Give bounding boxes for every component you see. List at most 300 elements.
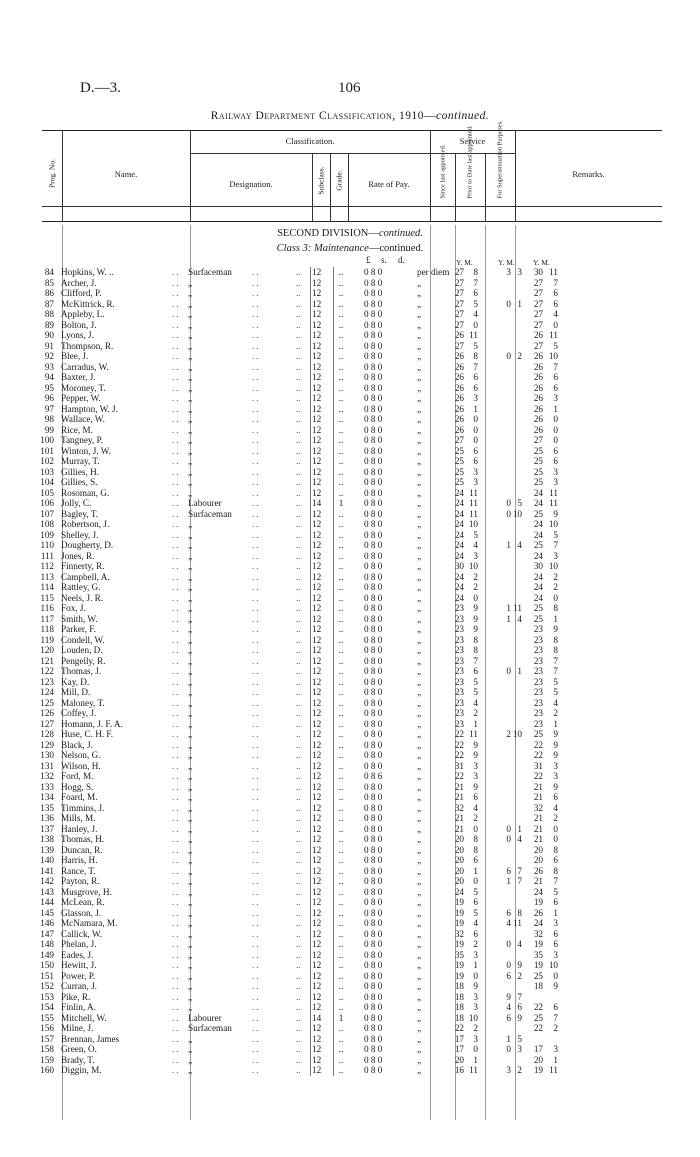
- row-number: 157: [40, 1033, 54, 1044]
- row-grade: ..: [333, 834, 348, 845]
- row-subclass: 12: [310, 813, 332, 824]
- col-divider: [455, 153, 456, 221]
- row-number: 102: [40, 456, 54, 466]
- row-rate: 0 8 0: [364, 760, 383, 771]
- row-rate: 0 8 0: [364, 876, 383, 886]
- row-leader: ..: [252, 277, 261, 288]
- row-leader: ..: [252, 288, 261, 298]
- row-since-years: 26: [454, 361, 464, 372]
- row-name: Moroney, T.: [61, 382, 106, 393]
- row-rate: 0 8 0: [364, 781, 383, 792]
- row-subclass: 12: [310, 561, 332, 572]
- row-since-years: 25: [454, 466, 464, 477]
- row-leader: ..: [252, 676, 261, 687]
- row-prior-years: 6: [506, 1012, 511, 1023]
- row-since-years: 26: [454, 393, 464, 403]
- row-number: 133: [40, 781, 54, 792]
- row-name: Condell, W.: [61, 634, 105, 645]
- row-super-months: 3: [553, 771, 558, 781]
- row-leader: ..: [172, 624, 181, 634]
- row-leader: ..: [172, 277, 181, 288]
- row-leader: ..: [172, 592, 181, 603]
- row-number: 141: [40, 865, 54, 876]
- row-since-years: 25: [454, 477, 464, 487]
- row-since-years: 25: [454, 445, 464, 456]
- row-leader: ..: [172, 792, 181, 802]
- row-since-months: 6: [473, 456, 478, 466]
- row-name: Payton, R.: [61, 876, 100, 886]
- row-leader: ..: [296, 792, 301, 802]
- row-prior-years: 3: [506, 1065, 511, 1075]
- row-grade: ..: [333, 887, 348, 898]
- row-leader: ..: [296, 519, 301, 529]
- row-since-years: 23: [454, 718, 464, 729]
- row-grade: 1: [333, 498, 348, 509]
- row-since-months: 6: [473, 382, 478, 393]
- row-name: Winton, J. W.: [61, 445, 111, 456]
- row-grade: ..: [333, 446, 348, 457]
- header-remarks: Remarks.: [572, 169, 605, 179]
- row-super-months: 1: [553, 907, 558, 918]
- row-super-years: 26: [533, 393, 543, 403]
- table-row: [0, 288, 700, 299]
- row-designation: „: [188, 340, 193, 351]
- row-designation: „: [188, 645, 193, 655]
- row-rate: 0 8 0: [364, 645, 383, 655]
- table-row: [0, 845, 700, 856]
- row-prior-years: 0: [506, 351, 511, 361]
- row-designation: „: [188, 676, 193, 687]
- row-super-months: 3: [553, 949, 558, 960]
- row-subclass: 12: [310, 834, 332, 845]
- table-row: [0, 677, 700, 688]
- table-row: [0, 309, 700, 320]
- row-super-years: 23: [533, 634, 543, 645]
- row-rate-suffix: „: [417, 655, 422, 666]
- row-super-months: 1: [553, 1054, 558, 1065]
- row-rate: 0 8 0: [364, 351, 383, 361]
- row-rate-suffix: „: [417, 645, 422, 655]
- row-leader: ..: [252, 1065, 261, 1075]
- row-since-years: 16: [454, 1065, 464, 1075]
- row-rate-suffix: „: [417, 571, 422, 582]
- row-super-months: 2: [553, 582, 558, 592]
- row-super-months: 11: [549, 1065, 558, 1075]
- row-super-months: 9: [553, 624, 558, 634]
- row-since-years: 23: [454, 697, 464, 708]
- table-row: [0, 498, 700, 509]
- row-designation: „: [188, 781, 193, 792]
- row-leader: ..: [252, 445, 261, 456]
- row-prior-months: 2: [517, 970, 522, 981]
- row-prior-months: 1: [517, 666, 522, 676]
- row-designation: „: [188, 351, 193, 361]
- row-leader: ..: [296, 540, 301, 550]
- row-leader: ..: [296, 970, 301, 981]
- row-super-years: 26: [533, 330, 543, 340]
- row-subclass: 12: [310, 645, 332, 656]
- row-leader: ..: [296, 666, 301, 676]
- row-rate-suffix: „: [417, 277, 422, 288]
- row-super-months: 0: [553, 592, 558, 603]
- row-super-years: 21: [533, 792, 543, 802]
- row-designation: „: [188, 666, 193, 676]
- row-since-years: 24: [454, 571, 464, 582]
- row-rate-suffix: „: [417, 1012, 422, 1023]
- row-leader: ..: [296, 781, 301, 792]
- row-leader: ..: [296, 1002, 301, 1012]
- row-leader: ..: [252, 634, 261, 645]
- row-leader: ..: [252, 907, 261, 918]
- row-leader: ..: [172, 571, 181, 582]
- row-super-years: 18: [533, 981, 543, 991]
- row-rate: 0 8 0: [364, 949, 383, 960]
- row-super-years: 26: [533, 351, 543, 361]
- row-leader: ..: [252, 582, 261, 592]
- row-grade: ..: [333, 320, 348, 331]
- row-leader: ..: [296, 1065, 301, 1075]
- row-leader: ..: [252, 592, 261, 603]
- row-super-years: 22: [533, 739, 543, 750]
- row-subclass: 12: [310, 488, 332, 499]
- row-leader: ..: [252, 750, 261, 760]
- row-super-months: 10: [548, 351, 558, 361]
- row-leader: ..: [296, 309, 301, 319]
- row-subclass: 12: [310, 929, 332, 940]
- row-leader: ..: [252, 403, 261, 414]
- row-rate-suffix: „: [417, 508, 422, 519]
- row-number: 121: [40, 655, 54, 666]
- row-designation: „: [188, 445, 193, 456]
- row-super-months: 2: [553, 813, 558, 823]
- row-name: Mitchell, W.: [61, 1012, 107, 1023]
- row-since-months: 6: [473, 445, 478, 456]
- row-leader: ..: [296, 760, 301, 771]
- row-leader: ..: [252, 760, 261, 771]
- row-number: 147: [40, 928, 54, 939]
- row-super-months: 6: [553, 855, 558, 865]
- row-since-months: 3: [473, 1002, 478, 1012]
- row-rate-suffix: „: [417, 844, 422, 855]
- row-super-months: 9: [553, 739, 558, 750]
- row-rate-suffix: „: [417, 708, 422, 718]
- row-subclass: 12: [310, 824, 332, 835]
- row-rate-suffix: „: [417, 928, 422, 939]
- row-name: Callick, W.: [61, 928, 103, 939]
- row-leader: ..: [252, 624, 261, 634]
- unit-years-months: Y. M.: [498, 258, 515, 267]
- row-leader: ..: [252, 792, 261, 802]
- row-since-years: 23: [454, 624, 464, 634]
- row-leader: ..: [172, 1065, 181, 1075]
- row-subclass: 12: [310, 593, 332, 604]
- row-designation: „: [188, 309, 193, 319]
- row-leader: ..: [252, 897, 261, 907]
- row-super-months: 1: [553, 718, 558, 729]
- table-row: [0, 1044, 700, 1055]
- row-super-months: 2: [553, 708, 558, 718]
- row-leader: ..: [252, 1044, 261, 1054]
- row-number: 98: [44, 414, 54, 424]
- header-superannuation: For Superannuation Purposes.: [496, 120, 504, 199]
- row-designation: „: [188, 319, 193, 330]
- row-rate-suffix: „: [417, 855, 422, 865]
- row-since-months: 3: [473, 393, 478, 403]
- row-super-years: 24: [533, 550, 543, 561]
- row-rate-suffix: „: [417, 477, 422, 487]
- row-leader: ..: [172, 855, 181, 865]
- row-leader: ..: [172, 687, 181, 697]
- table-row: [0, 414, 700, 425]
- row-number: 124: [40, 687, 54, 697]
- row-leader: ..: [172, 991, 181, 1002]
- table-row: [0, 834, 700, 845]
- row-rate-suffix: „: [417, 918, 422, 928]
- row-number: 138: [40, 834, 54, 844]
- row-rate: 0 8 0: [364, 697, 383, 708]
- row-grade: ..: [333, 603, 348, 614]
- row-prior-years: 0: [506, 939, 511, 949]
- row-super-years: 25: [533, 970, 543, 981]
- table-title-main: Railway Department Classification, 1910—: [210, 110, 437, 122]
- row-rate: 0 8 0: [364, 403, 383, 414]
- row-since-months: 3: [473, 477, 478, 487]
- row-designation: „: [188, 382, 193, 393]
- row-since-months: 4: [473, 697, 478, 708]
- row-since-years: 20: [454, 834, 464, 844]
- row-rate-suffix: „: [417, 487, 422, 498]
- row-subclass: 12: [310, 435, 332, 446]
- row-grade: ..: [333, 792, 348, 803]
- row-since-months: 6: [473, 372, 478, 382]
- row-super-months: 0: [553, 319, 558, 330]
- row-leader: ..: [296, 645, 301, 655]
- row-since-years: 23: [454, 666, 464, 676]
- table-row: [0, 341, 700, 352]
- row-designation: „: [188, 939, 193, 949]
- row-leader: ..: [296, 571, 301, 582]
- row-rate-suffix: „: [417, 351, 422, 361]
- row-number: 125: [40, 697, 54, 708]
- row-leader: ..: [296, 876, 301, 886]
- row-name: Brennan, James: [61, 1033, 120, 1044]
- row-since-months: 9: [473, 603, 478, 613]
- row-since-years: 24: [454, 498, 464, 508]
- row-subclass: 12: [310, 729, 332, 740]
- unit-years-months: Y. M.: [456, 258, 473, 267]
- row-subclass: 12: [310, 950, 332, 961]
- row-leader: ..: [252, 729, 261, 739]
- row-rate-suffix: „: [417, 330, 422, 340]
- row-grade: ..: [333, 761, 348, 772]
- row-leader: ..: [296, 624, 301, 634]
- row-leader: ..: [296, 949, 301, 960]
- row-number: 87: [44, 298, 54, 309]
- row-number: 92: [44, 351, 54, 361]
- row-name: Thomas, H.: [61, 834, 105, 844]
- row-subclass: 12: [310, 446, 332, 457]
- row-number: 90: [44, 330, 54, 340]
- row-since-months: 0: [473, 414, 478, 424]
- row-since-months: 1: [473, 718, 478, 729]
- row-leader: ..: [252, 918, 261, 928]
- row-subclass: 12: [310, 771, 332, 782]
- row-since-years: 24: [454, 529, 464, 540]
- row-rate: 0 8 0: [364, 477, 383, 487]
- row-leader: ..: [296, 288, 301, 298]
- row-leader: ..: [296, 834, 301, 844]
- row-rate-suffix: „: [417, 823, 422, 834]
- row-subclass: 12: [310, 509, 332, 520]
- row-leader: ..: [252, 1033, 261, 1044]
- row-designation: „: [188, 834, 193, 844]
- row-name: Tangney, P.: [61, 435, 103, 445]
- row-since-years: 17: [454, 1033, 464, 1044]
- row-super-years: 22: [533, 1002, 543, 1012]
- row-rate-suffix: per diem: [417, 267, 450, 277]
- row-leader: ..: [296, 561, 301, 571]
- table-row: [0, 687, 700, 698]
- row-rate: 0 8 0: [364, 960, 383, 970]
- row-leader: ..: [172, 582, 181, 592]
- row-number: 103: [40, 466, 54, 477]
- row-subclass: 12: [310, 708, 332, 719]
- row-designation: „: [188, 477, 193, 487]
- row-number: 128: [40, 729, 54, 739]
- row-prior-years: 0: [506, 666, 511, 676]
- table-row: [0, 708, 700, 719]
- row-leader: ..: [296, 1033, 301, 1044]
- row-prior-months: 7: [517, 991, 522, 1002]
- row-leader: ..: [172, 1023, 181, 1033]
- header-service: Service: [459, 136, 486, 146]
- row-prior-years: 1: [506, 613, 511, 624]
- row-number: 130: [40, 750, 54, 760]
- table-row: [0, 446, 700, 457]
- row-subclass: 12: [310, 320, 332, 331]
- row-number: 153: [40, 991, 54, 1002]
- row-since-years: 20: [454, 865, 464, 876]
- row-grade: ..: [333, 803, 348, 814]
- row-number: 109: [40, 529, 54, 540]
- row-super-months: 5: [553, 340, 558, 351]
- row-subclass: 12: [310, 981, 332, 992]
- row-since-years: 30: [454, 561, 464, 571]
- row-leader: ..: [252, 739, 261, 750]
- row-prior-years: 1: [506, 876, 511, 886]
- row-since-years: 23: [454, 708, 464, 718]
- row-prior-months: 2: [517, 1065, 522, 1075]
- table-row: [0, 372, 700, 383]
- row-super-years: 22: [533, 1023, 543, 1033]
- row-super-years: 26: [533, 424, 543, 435]
- row-leader: ..: [252, 718, 261, 729]
- row-number: 135: [40, 802, 54, 813]
- row-name: Eades, J.: [61, 949, 94, 960]
- row-super-months: 7: [553, 655, 558, 666]
- row-leader: ..: [252, 771, 261, 781]
- row-leader: ..: [172, 802, 181, 813]
- row-name: Musgrove, H.: [61, 886, 112, 897]
- row-rate-suffix: „: [417, 813, 422, 823]
- row-rate: 0 8 0: [364, 613, 383, 624]
- row-number: 113: [40, 571, 54, 582]
- row-number: 95: [44, 382, 54, 393]
- row-since-years: 26: [454, 414, 464, 424]
- row-leader: ..: [172, 435, 181, 445]
- row-super-years: 21: [533, 834, 543, 844]
- row-rate-suffix: „: [417, 1023, 422, 1033]
- row-since-years: 20: [454, 876, 464, 886]
- row-grade: ..: [333, 698, 348, 709]
- row-leader: ..: [296, 456, 301, 466]
- row-super-years: 27: [533, 298, 543, 309]
- row-grade: ..: [333, 771, 348, 782]
- table-row: [0, 509, 700, 520]
- table-row: [0, 971, 700, 982]
- table-row: [0, 918, 700, 929]
- row-name: McKittrick, R.: [61, 298, 115, 309]
- row-name: Huse, C. H. F.: [61, 729, 114, 739]
- row-number: 105: [40, 487, 54, 498]
- row-leader: ..: [252, 928, 261, 939]
- row-leader: ..: [252, 540, 261, 550]
- row-leader: ..: [172, 403, 181, 414]
- row-leader: ..: [172, 666, 181, 676]
- row-subclass: 12: [310, 572, 332, 583]
- row-leader: ..: [172, 981, 181, 991]
- row-leader: ..: [172, 1054, 181, 1065]
- row-super-months: 7: [553, 361, 558, 372]
- row-number: 101: [40, 445, 54, 456]
- row-subclass: 12: [310, 1065, 332, 1076]
- row-grade: ..: [333, 477, 348, 488]
- row-subclass: 12: [310, 267, 332, 278]
- row-since-months: 2: [473, 1023, 478, 1033]
- row-super-months: 6: [553, 928, 558, 939]
- row-rate-suffix: „: [417, 529, 422, 540]
- row-since-months: 0: [473, 876, 478, 886]
- row-since-months: 11: [469, 729, 478, 739]
- row-leader: ..: [296, 393, 301, 403]
- row-subclass: 12: [310, 750, 332, 761]
- row-prior-years: 3: [506, 267, 511, 277]
- row-super-months: 6: [553, 382, 558, 393]
- row-leader: ..: [172, 676, 181, 687]
- row-leader: ..: [296, 907, 301, 918]
- row-subclass: 12: [310, 897, 332, 908]
- row-super-months: 11: [549, 330, 558, 340]
- row-designation: Surfaceman: [188, 1023, 232, 1033]
- row-subclass: 12: [310, 1055, 332, 1066]
- row-leader: ..: [172, 340, 181, 351]
- row-leader: ..: [296, 771, 301, 781]
- row-number: 104: [40, 477, 54, 487]
- row-leader: ..: [252, 361, 261, 372]
- row-super-months: 7: [553, 540, 558, 550]
- row-name: Duncan, R.: [61, 844, 103, 855]
- row-subclass: 12: [310, 876, 332, 887]
- row-prior-months: 5: [517, 1033, 522, 1044]
- row-name: Lyons, J.: [61, 330, 94, 340]
- row-prior-years: 4: [506, 1002, 511, 1012]
- row-rate: 0 8 0: [364, 466, 383, 477]
- row-rate-suffix: „: [417, 865, 422, 876]
- row-rate-suffix: „: [417, 981, 422, 991]
- row-prior-months: 1: [517, 823, 522, 834]
- row-rate-suffix: „: [417, 456, 422, 466]
- row-name: Rosoman, G.: [61, 487, 110, 498]
